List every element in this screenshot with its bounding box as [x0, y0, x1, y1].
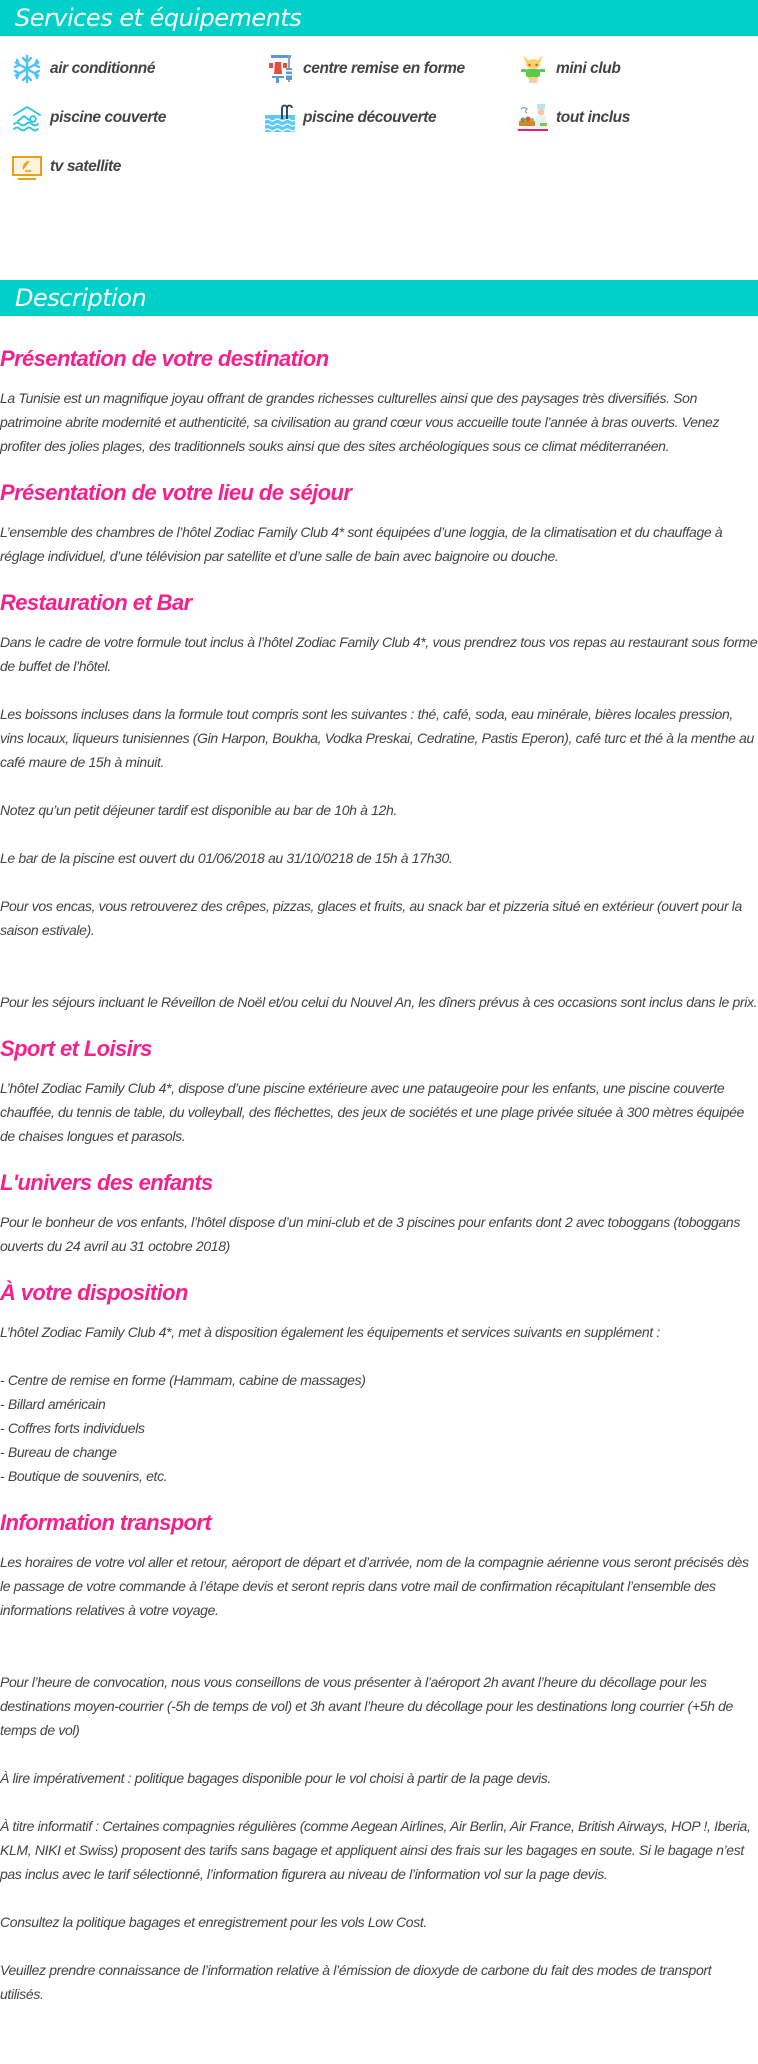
section-paragraph: Pour l’heure de convocation, nous vous conseillons de vous présenter à l’aéroport 2h avant l’heure du décollage pour les destinations moyen-courrier (-5h de temps de vol) et 3h avant l’heure du décollage pour les destinations long courrier (+5h de temps de vol) [0, 1674, 733, 1738]
outdoor-pool-ladder-icon [265, 103, 295, 133]
section-paragraph: Notez qu’un petit déjeuner tardif est disponible au bar de 10h à 12h. [0, 802, 397, 818]
service-tout-inclus [518, 103, 758, 132]
indoor-pool-swimmer-icon [12, 103, 42, 133]
section-paragraph: L’hôtel Zodiac Family Club 4*, dispose d’une piscine extérieure avec une pataugeoire pour les enfants, une piscine couverte chauffée, du tennis de table, du volleyball, des fléchettes, des jeux de sociétés et une plage privée située à 300 mètres équipée de chaises longues et parasols. [0, 1080, 745, 1144]
services-list [0, 36, 758, 198]
section-paragraph: Pour vos encas, vous retrouverez des crêpes, pizzas, glaces et fruits, au snack bar et pizzeria situé en extérieur (ouvert pour la saison estivale). [0, 898, 742, 938]
description-content [0, 316, 758, 2006]
section-heading-univers-enfants: L'univers des enfants [0, 1170, 213, 1195]
section-paragraph: Dans le cadre de votre formule tout inclus à l’hôtel Zodiac Family Club 4*, vous prendrez tous vos repas au restaurant sous forme de buffet de l’hôtel. [0, 634, 758, 674]
service-label: piscine découverte [303, 108, 437, 126]
section-paragraph: Les boissons incluses dans la formule tout compris sont les suivantes : thé, café, soda, eau minérale, bières locales pression, vins locaux, liqueurs tunisiennes (Gin Harpon, Boukha, Vodka Preskai, Cedratine, Pastis Eperon), café turc et thé à la menthe au café maure de 15h à minuit. [0, 706, 754, 770]
section-heading-information-transport: Information transport [0, 1510, 212, 1535]
description-title: Description [15, 284, 147, 312]
section-intro: L’hôtel Zodiac Family Club 4*, met à disposition également les équipements et services suivants en supplément : [0, 1324, 660, 1340]
service-label: piscine couverte [50, 108, 166, 126]
satellite-tv-icon [12, 152, 42, 182]
chef-buffet-icon [518, 103, 548, 133]
section-heading-restauration: Restauration et Bar [0, 590, 192, 615]
services-banner [0, 0, 758, 36]
section-heading-destination: Présentation de votre destination [0, 346, 329, 371]
list-item: - Centre de remise en forme (Hammam, cabine de massages) [0, 1372, 366, 1388]
service-piscine-decouverte [265, 103, 518, 132]
service-piscine-couverte [12, 103, 265, 132]
service-label: centre remise en forme [303, 59, 465, 77]
service-centre-remise-en-forme [265, 54, 518, 83]
section-paragraph: L’ensemble des chambres de l’hôtel Zodiac Family Club 4* sont équipées d’une loggia, de la climatisation et du chauffage à réglage individuel, d’une télévision par satellite et d’une salle de bain avec baignoire ou douche. [0, 524, 723, 564]
service-label: air conditionné [50, 59, 156, 77]
service-label: tv satellite [50, 157, 122, 175]
services-title: Services et équipements [15, 4, 302, 32]
list-item: - Boutique de souvenirs, etc. [0, 1468, 168, 1484]
section-paragraph: À titre informatif : Certaines compagnies régulières (comme Aegean Airlines, Air Berlin, Air France, British Airways, HOP !, Iberia, KLM, NIKI et Swiss) proposent des tarifs sans bagage et appliquent ainsi des frais sur les bagages en soute. Si le bagage n’est pas inclus avec le tarif sélectionné, l’information figurera au niveau de l’information vol sur la page devis. [0, 1818, 751, 1882]
section-paragraph: Veuillez prendre connaissance de l’information relative à l’émission de dioxyde de carbone du fait des modes de transport utilisés. [0, 1962, 712, 2002]
service-label: mini club [556, 59, 621, 77]
service-air-conditionne [12, 54, 265, 83]
section-paragraph: Consultez la politique bagages et enregistrement pour les vols Low Cost. [0, 1914, 427, 1930]
snowflake-icon [12, 54, 42, 84]
fitness-machine-icon [265, 54, 295, 84]
list-item: - Billard américain [0, 1396, 106, 1412]
section-paragraph: Le bar de la piscine est ouvert du 01/06/2018 au 31/10/0218 de 15h à 17h30. [0, 850, 453, 866]
service-label: tout inclus [556, 108, 630, 126]
section-paragraph: Les horaires de votre vol aller et retour, aéroport de départ et d’arrivée, nom de la compagnie aérienne vous seront précisés dès le passage de votre commande à l’étape devis et seront repris dans votre mail de confirmation récapitulant l’ensemble des informations relatives à votre voyage. [0, 1554, 749, 1618]
section-heading-lieu-sejour: Présentation de votre lieu de séjour [0, 480, 352, 505]
section-heading-sport-loisirs: Sport et Loisirs [0, 1036, 152, 1061]
description-banner [0, 280, 758, 316]
section-paragraph: Pour les séjours incluant le Réveillon de Noël et/ou celui du Nouvel An, les dîners prévus à ces occasions sont inclus dans le prix. [0, 994, 758, 1010]
list-item: - Bureau de change [0, 1444, 117, 1460]
section-paragraph: La Tunisie est un magnifique joyau offrant de grandes richesses culturelles ainsi que des paysages très diversifiés. Son patrimoine abrite modernité et authenticité, sa civilisation au grand cœur vous accueille toute l’année à bras ouverts. Venez profiter des jolies plages, des traditionnels souks ainsi que des sites archéologiques sous ce climat méditerranéen. [0, 390, 720, 454]
service-tv-satellite [12, 152, 265, 181]
list-item: - Coffres forts individuels [0, 1420, 145, 1436]
section-paragraph: Pour le bonheur de vos enfants, l’hôtel dispose d’un mini-club et de 3 piscines pour enfants dont 2 avec toboggans (toboggans ouverts du 24 avril au 31 octobre 2018) [0, 1214, 740, 1254]
section-heading-a-votre-disposition: À votre disposition [0, 1280, 188, 1305]
service-mini-club [518, 54, 758, 83]
kids-mascot-icon [518, 54, 548, 84]
section-paragraph: À lire impérativement : politique bagages disponible pour le vol choisi à partir de la page devis. [0, 1770, 551, 1786]
